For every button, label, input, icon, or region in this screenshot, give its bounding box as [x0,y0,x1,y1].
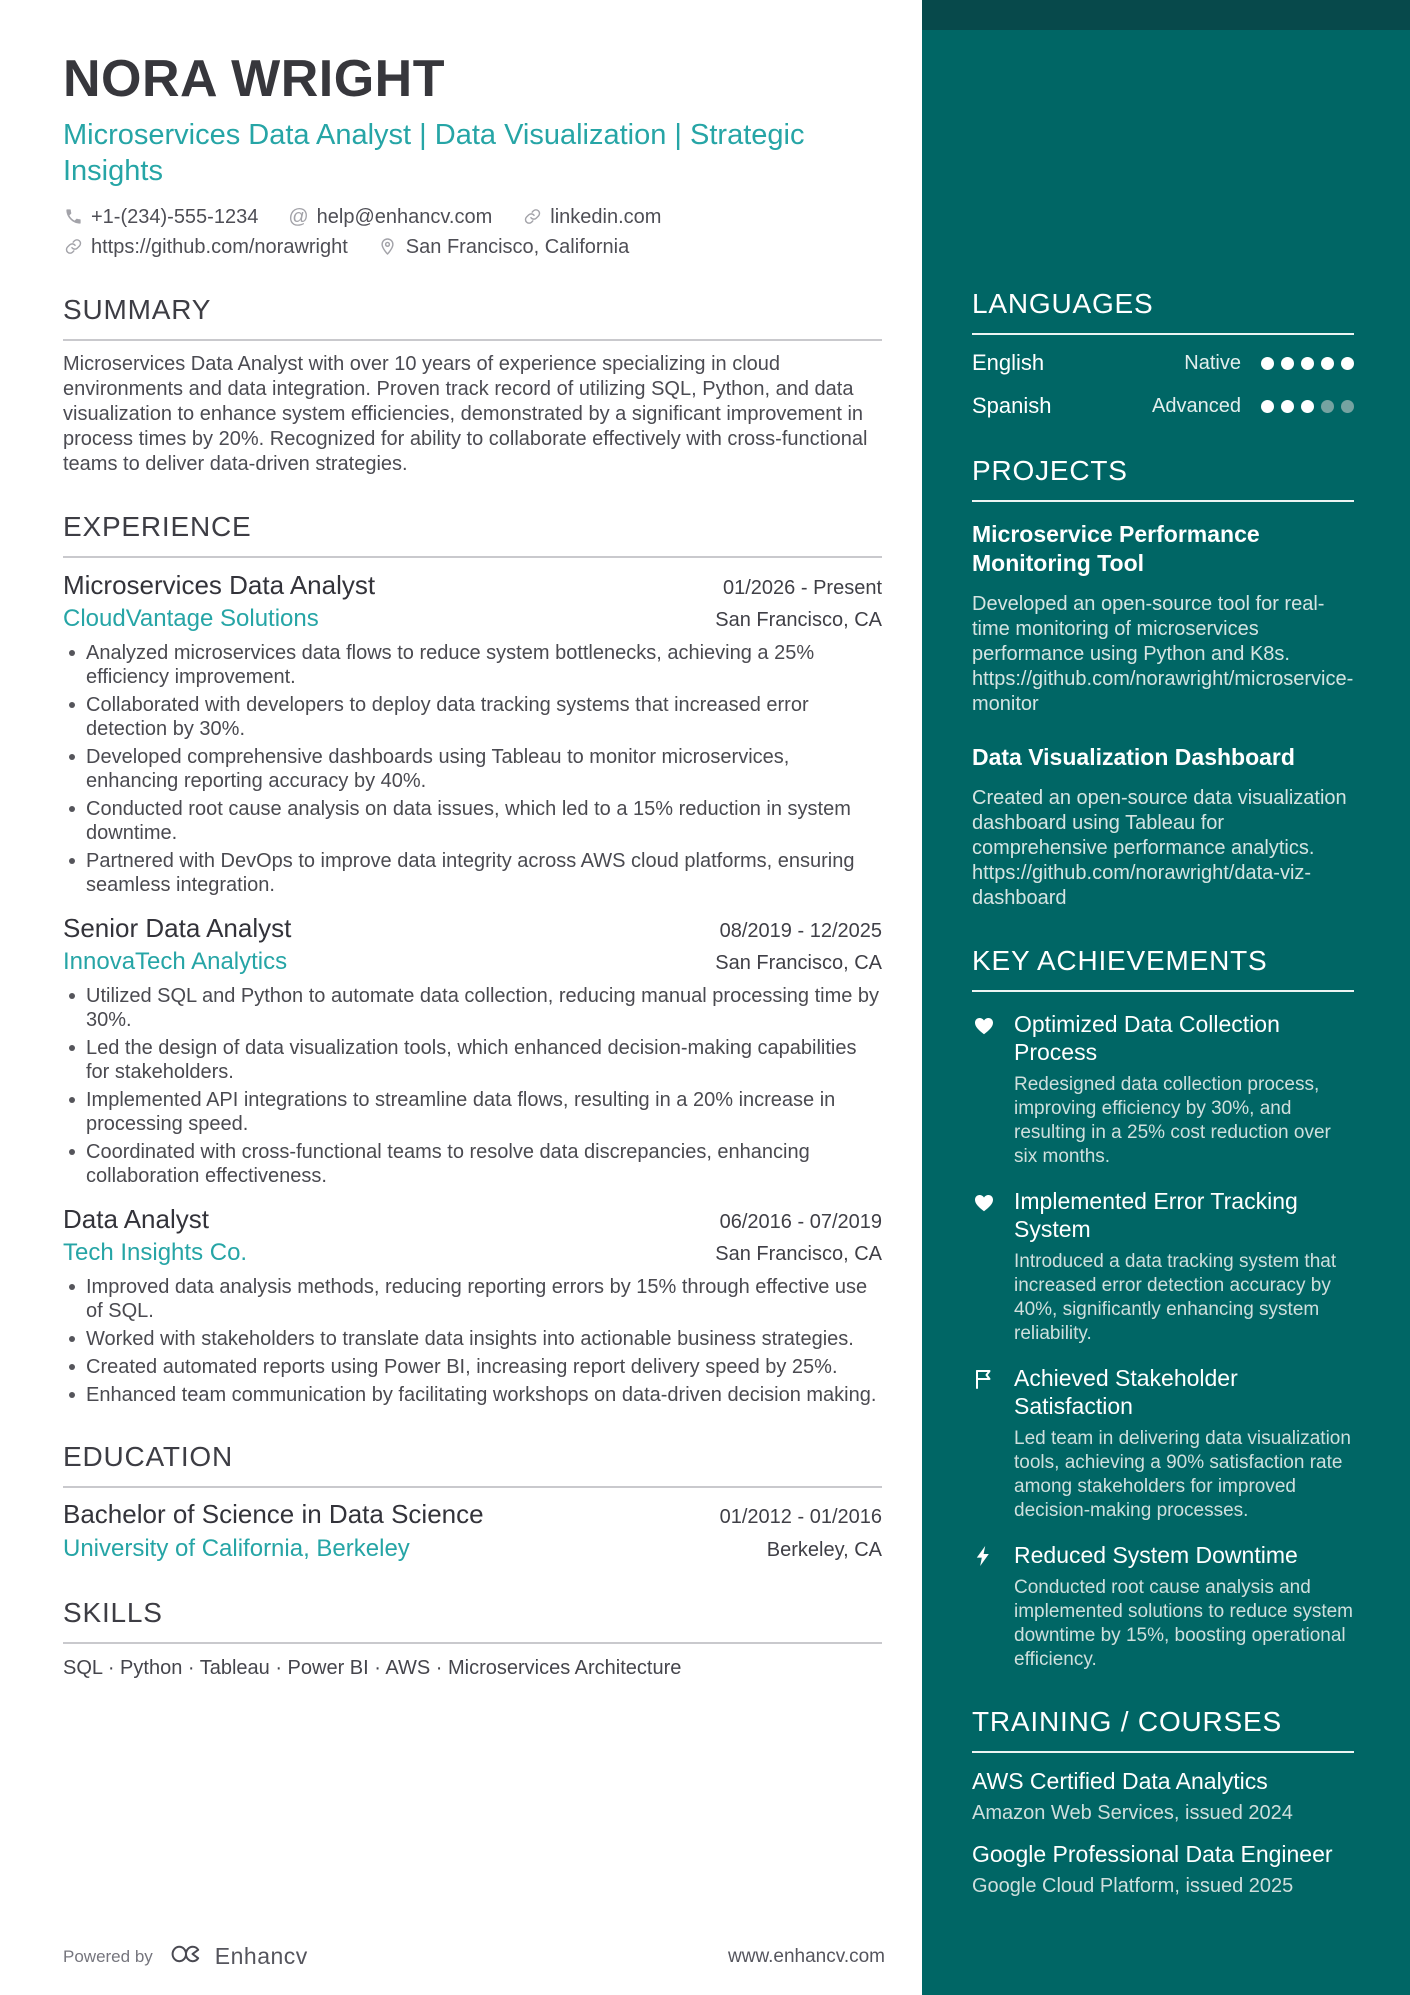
skills-section [63,1597,882,1681]
linkedin-contact[interactable] [522,204,661,230]
language-rating-dots [1261,357,1354,370]
job-company: InnovaTech Analytics [63,947,288,975]
project-description: Developed an open-source tool for real-time monitoring of microservices performance using Python and K8s. https://github.com/norawright/microservice-monitor [972,593,1354,715]
sidebar-top-band [922,0,1410,30]
job-bullet: Conducted root cause analysis on data issues, which led to a 15% reduction in system downtime. [63,797,882,845]
phone-icon [63,207,83,227]
degree: Bachelor of Science in Data Science [63,1498,484,1529]
job-dates: 06/2016 - 07/2019 [719,1210,882,1233]
education-dates: 01/2012 - 01/2016 [719,1505,882,1528]
location-contact [378,234,629,260]
job-location: San Francisco, CA [715,608,882,631]
github-contact[interactable] [63,234,348,260]
achievement-title: Optimized Data Collection Process [1014,1011,1280,1065]
job-bullet: Led the design of data visualization tools, which enhanced decision-making capabilities for stakeholders. [63,1036,882,1084]
education-location: Berkeley, CA [766,1538,882,1561]
project-description: Created an open-source data visualization dashboard using Tableau for comprehensive performance analytics. https://github.com/norawright/data-viz-dashboard [972,787,1347,909]
email-contact[interactable] [288,204,492,230]
education-section [63,1441,882,1563]
achievements-section [972,945,1354,1672]
project-entry [972,520,1354,717]
job-bullet: Implemented API integrations to streamline data flows, resulting in a 20% increase in processing speed. [63,1088,882,1136]
enhancv-logo-icon [167,1940,207,1973]
training-heading: TRAINING / COURSES [972,1706,1354,1753]
projects-section [972,455,1354,911]
language-rating-dots [1261,400,1354,413]
course-entry [972,1767,1354,1826]
job-company: Tech Insights Co. [63,1238,248,1266]
rating-dot-filled [1281,357,1294,370]
language-name: English [972,350,1045,375]
flag-icon [972,1364,998,1523]
job-location: San Francisco, CA [715,1242,882,1265]
job-bullet: Partnered with DevOps to improve data integrity across AWS cloud platforms, ensuring seamless integration. [63,849,882,897]
achievements-heading: KEY ACHIEVEMENTS [972,945,1354,992]
job-title: Data Analyst [63,1203,209,1234]
job-dates: 01/2026 - Present [723,576,882,599]
skills-list: SQL · Python · Tableau · Power BI · AWS · Microservices Architecture [63,1656,682,1679]
location-pin-icon [378,237,398,257]
phone-value: +1-(234)-555-1234 [91,205,259,228]
school: University of California, Berkeley [63,1534,410,1562]
headline: Microservices Data Analyst | Data Visualization | Strategic Insights [63,118,805,188]
contact-row-2 [63,234,882,260]
project-title: Microservice Performance Monitoring Tool [972,521,1260,576]
linkedin-value: linkedin.com [550,205,662,228]
achievement-title: Achieved Stakeholder Satisfaction [1014,1365,1238,1419]
rating-dot-filled [1261,400,1274,413]
skills-heading: SKILLS [63,1597,882,1644]
language-level: Native [1184,351,1241,374]
language-level: Advanced [1152,394,1241,417]
job-bullets [63,984,882,1188]
link-icon [63,237,83,257]
achievement-entry [972,1010,1354,1169]
email-icon: @ [288,205,309,228]
website-link[interactable]: www.enhancv.com [728,1945,885,1967]
powered-by [63,1940,308,1973]
job-bullet: Coordinated with cross-functional teams to resolve data discrepancies, enhancing collaboration effectiveness. [63,1140,882,1188]
rating-dot-filled [1341,357,1354,370]
language-name: Spanish [972,393,1052,418]
sidebar [922,0,1410,1995]
languages-heading: LANGUAGES [972,288,1354,335]
achievement-description: Introduced a data tracking system that increased error detection accuracy by 40%, significantly enhancing system reliability. [1014,1251,1337,1344]
page-footer [63,1940,885,1973]
job-title: Microservices Data Analyst [63,569,376,600]
experience-heading: EXPERIENCE [63,511,882,558]
rating-dot-empty [1341,400,1354,413]
achievement-entry [972,1187,1354,1346]
rating-dot-filled [1261,357,1274,370]
training-section [972,1706,1354,1899]
language-row [972,391,1354,421]
person-name: NORA WRIGHT [63,50,445,108]
job-dates: 08/2019 - 12/2025 [719,919,882,942]
languages-section [972,288,1354,421]
job-bullet: Utilized SQL and Python to automate data collection, reducing manual processing time by 30%. [63,984,882,1032]
achievement-entry [972,1541,1354,1672]
achievement-description: Redesigned data collection process, improving efficiency by 30%, and resulting in a 25% cost reduction over six months. [1014,1074,1331,1167]
job-company: CloudVantage Solutions [63,604,319,632]
job-bullets [63,641,882,897]
contact-row-1 [63,204,882,230]
job-bullet: Collaborated with developers to deploy data tracking systems that increased error detection by 30%. [63,693,882,741]
project-entry [972,743,1354,911]
job-bullet: Developed comprehensive dashboards using Tableau to monitor microservices, enhancing reporting accuracy by 40%. [63,745,882,793]
phone-contact[interactable] [63,204,258,230]
rating-dot-filled [1281,400,1294,413]
enhancv-wordmark: Enhancv [214,1943,308,1969]
language-row [972,348,1354,378]
rating-dot-filled [1301,357,1314,370]
course-issuer: Google Cloud Platform, issued 2025 [972,1875,1294,1897]
achievement-title: Implemented Error Tracking System [1014,1188,1298,1242]
course-entry [972,1840,1354,1899]
achievement-description: Led team in delivering data visualization tools, achieving a 90% satisfaction rate among stakeholders for improved decision-making processes. [1014,1428,1351,1521]
contact-info [63,204,882,260]
summary-text: Microservices Data Analyst with over 10 years of experience specializing in cloud environments and data integration. Proven track record of utilizing SQL, Python, and data visualization to enhance system efficiencies, demonstrated by a significant improvement in process times by 20%. Recognized for ability to collaborate effectively with cross-functional teams to deliver data-driven strategies. [63,352,868,475]
job-bullet: Created automated reports using Power BI, increasing report delivery speed by 25%. [63,1355,882,1379]
job-title: Senior Data Analyst [63,912,292,943]
rating-dot-filled [1321,357,1334,370]
experience-section [63,511,882,1407]
heart-icon [972,1010,998,1169]
enhancv-brand [167,1940,308,1973]
project-title: Data Visualization Dashboard [972,744,1295,770]
job-entry [63,913,882,1188]
job-bullet: Analyzed microservices data flows to reduce system bottlenecks, achieving a 25% efficiency improvement. [63,641,882,689]
email-value: help@enhancv.com [316,205,493,228]
location-value: San Francisco, California [405,235,630,258]
job-bullet: Worked with stakeholders to translate data insights into actionable business strategies. [63,1327,882,1351]
job-entry [63,570,882,897]
heart-icon [972,1187,998,1346]
lightning-bolt-icon [972,1541,998,1672]
achievement-title: Reduced System Downtime [1014,1542,1298,1568]
job-bullet: Improved data analysis methods, reducing reporting errors by 15% through effective use of SQL. [63,1275,882,1323]
achievement-entry [972,1364,1354,1523]
course-issuer: Amazon Web Services, issued 2024 [972,1802,1293,1824]
summary-heading: SUMMARY [63,294,882,341]
job-bullet: Enhanced team communication by facilitating workshops on data-driven decision making. [63,1383,882,1407]
job-bullets [63,1275,882,1407]
course-title: AWS Certified Data Analytics [972,1768,1268,1794]
achievement-description: Conducted root cause analysis and implemented solutions to reduce system downtime by 15%, boosting operational efficiency. [1014,1577,1353,1670]
rating-dot-filled [1301,400,1314,413]
powered-by-label: Powered by [63,1946,153,1966]
github-value: https://github.com/norawright [91,235,348,258]
job-location: San Francisco, CA [715,951,882,974]
summary-section [63,294,882,477]
education-heading: EDUCATION [63,1441,882,1488]
link-icon [522,207,542,227]
rating-dot-empty [1321,400,1334,413]
projects-heading: PROJECTS [972,455,1354,502]
course-title: Google Professional Data Engineer [972,1841,1333,1867]
job-entry [63,1204,882,1407]
